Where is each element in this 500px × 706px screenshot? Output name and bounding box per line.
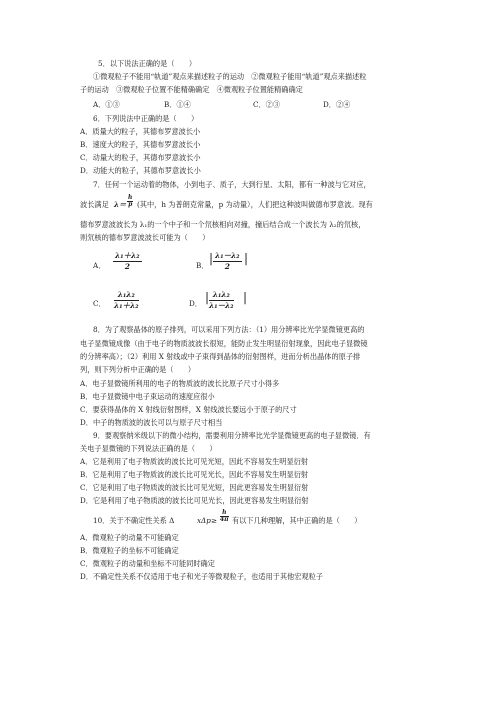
q10-h-over-4pi: [220, 510, 229, 523]
q8-option-a[interactable]: A．电子显微镜所利用的电子的物质波的波长比原子尺寸小得多: [80, 379, 280, 388]
q7-h-over-p: [127, 195, 133, 208]
q7-line2-start: 波长满足: [80, 200, 109, 209]
q10-option-a[interactable]: A．微观粒子的动量不可能确定: [80, 533, 179, 542]
q9-option-b[interactable]: B．它是利用了电子物质波的波长比可见光长，因此不容易发生明显衍射: [80, 470, 309, 479]
q6-option-a[interactable]: A．质量大的粒子，其德布罗意波长小: [80, 127, 201, 136]
q7-line2-end: (其中，h 为普朗克常量，p 为动量），人们把这种波叫做德布罗意波。现有: [137, 200, 373, 209]
q8-line2: 电子显微镜成像（由于电子的物质波波长很短，能防止发生明显衍射现象，因此电子显微镜: [80, 339, 368, 348]
q10-4pi: 4π: [220, 516, 229, 523]
q8-option-c[interactable]: C．要获得晶体的 X 射线衍射图样，X 射线波长要远小于原子的尺寸: [80, 405, 297, 414]
q8-option-d[interactable]: D．中子的物质波的波长可以与原子尺寸相当: [80, 418, 223, 427]
q6-stem: 6．下列说法中正确的是（ ）: [93, 114, 199, 123]
q10-stem-end: 有以下几种理解，其中正确的是（ ）: [232, 516, 362, 525]
q5-stem: 5．以下说法正确的是（ ）: [98, 59, 197, 68]
q9-line2: 关电子显微镜的下列说法正确的是（ ）: [80, 444, 217, 453]
q8-option-b[interactable]: B．电子显微镜中电子束运动的速度应很小: [80, 392, 215, 401]
q7-h: h: [128, 194, 133, 201]
q7-d-denominator: λ₁－λ₂: [209, 300, 234, 310]
q7-line3: 德布罗意波波长为 λ₁的一个中子和一个氘核相向对撞，撞后结合成一个波长为 λ₂的氘核，: [80, 220, 366, 229]
q6-option-c[interactable]: C．动量大的粒子，其德布罗意波长小: [80, 153, 201, 162]
q7-d-numerator: λ₁λ₂: [209, 291, 234, 301]
q10-inequality: xΔp≥: [197, 516, 217, 525]
q7-option-d-label[interactable]: D．: [189, 299, 202, 308]
q7-option-c-label[interactable]: C．: [93, 299, 106, 308]
q5-option-a[interactable]: A．①③: [93, 100, 120, 109]
q7-option-a-label[interactable]: A．: [93, 261, 106, 270]
q7-option-c-formula: [114, 291, 139, 309]
q9-option-a[interactable]: A．它是利用了电子物质波的波长比可见光短，因此不容易发生明显衍射: [80, 457, 309, 466]
q5-option-b[interactable]: B．①④: [164, 100, 191, 109]
q5-option-c[interactable]: C．②③: [253, 100, 281, 109]
q9-option-c[interactable]: C．它是利用了电子物质波的波长比可见光短，因此更容易发生明显衍射: [80, 483, 309, 492]
q7-option-b-label[interactable]: B．: [196, 261, 209, 270]
q5-line2: 子的运动 ③微观粒子位置不能精确确定 ④微观粒子位置能精确确定: [80, 85, 303, 94]
q7-option-b-formula: [213, 252, 242, 270]
q7-a-denominator: 2: [124, 261, 130, 271]
q8-line1: 8．为了观察晶体的原子排列，可以采用下列方法：（1）用分辨率比光学显微镜更高的: [93, 325, 365, 334]
q7-b-abs-left: |: [209, 251, 214, 265]
q7-lambda-equals: λ＝: [114, 200, 127, 209]
q5-line1: ①微观粒子不能用“轨道”观点来描述粒子的运动 ②微观粒子能用“轨道”观点来描述粒: [93, 72, 367, 81]
q9-line1: 9．要观察纳米级以下的微小结构，需要利用分辨率比光学显微镜更高的电子显微镜．有: [93, 431, 371, 440]
q10-option-d[interactable]: D．不确定性关系不仅适用于电子和光子等微观粒子，也适用于其他宏观粒子: [80, 572, 323, 581]
q7-c-denominator: λ₁＋λ₂: [114, 300, 139, 310]
q5-option-d[interactable]: D．②④: [323, 100, 351, 109]
q6-option-b[interactable]: B．速度大的粒子，其德布罗意波长小: [80, 140, 201, 149]
q7-line4: 则氘核的德布罗意波波长可能为（ ）: [80, 233, 210, 242]
q7-d-abs-left: |: [205, 290, 210, 304]
q7-option-d-formula: [209, 291, 234, 309]
q10-option-b[interactable]: B．微观粒子的坐标不可能确定: [80, 546, 179, 555]
q7-b-numerator: λ₁－λ₂: [215, 251, 240, 260]
q10-option-c[interactable]: C．微观粒子的动量和坐标不可能同时确定: [80, 559, 215, 568]
q9-option-d[interactable]: D．它是利用了电子物质波的波长比可见光长，因此更容易发生明显衍射: [80, 496, 309, 505]
q7-b-abs-right: |: [244, 251, 249, 265]
q8-line4: 列，则下列分析中正确的是（ ）: [80, 365, 196, 374]
q7-a-numerator: λ₁＋λ₂: [115, 251, 140, 260]
q7-d-abs-right: |: [243, 290, 248, 304]
q7-b-denominator: 2: [224, 261, 230, 271]
q10-h: h: [220, 510, 229, 517]
q10-stem-start: 10．关于不确定性关系 Δ: [93, 516, 175, 525]
q8-line3: 的分辨率高）；（2）利用 X 射线或中子束得到晶体的衍射图样，进而分析出晶体的原子排: [80, 352, 361, 361]
q7-line1: 7．任何一个运动着的物体，小到电子、质子，大到行星、太阳，都有一种波与它对应，: [93, 180, 371, 189]
q7-c-numerator: λ₁λ₂: [114, 291, 139, 301]
q7-p: p: [128, 201, 133, 208]
q6-option-d[interactable]: D．动能大的粒子，其德布罗意波长小: [80, 166, 201, 175]
q7-option-a-formula: [113, 252, 142, 270]
